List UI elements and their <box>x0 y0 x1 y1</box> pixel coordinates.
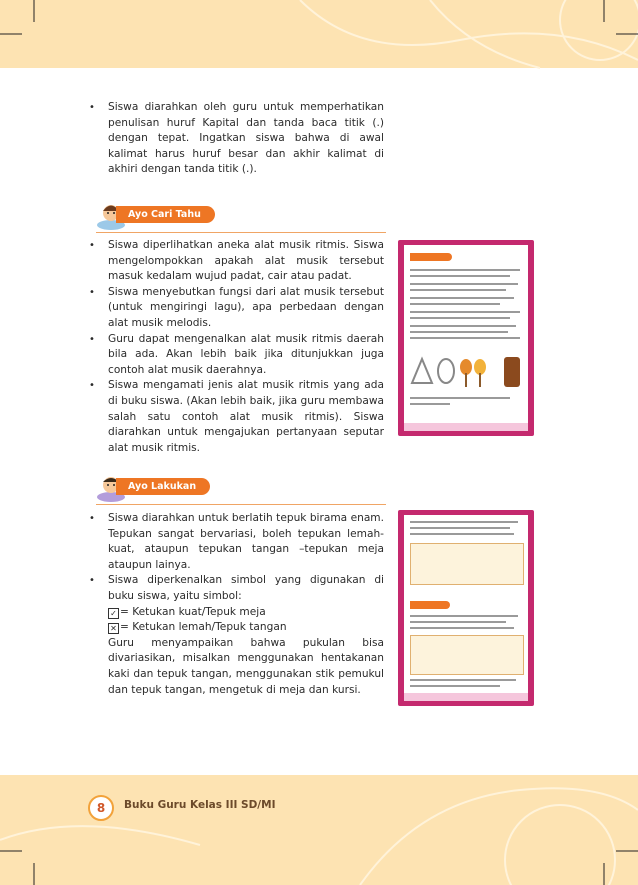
list-item: • Guru dapat mengenalkan alat musik ritmis daerah bila ada. Akan lebih baik jika ditunjukkan juga contoh alat musik daerahnya. <box>88 332 384 379</box>
list-item <box>88 573 384 698</box>
ayo-lakukan-section <box>88 511 384 698</box>
divider <box>96 232 386 233</box>
list-item-text: Guru menyampaikan bahwa pukulan bisa divariasikan, misalkan menggunakan hentakanan kaki dan tepuk tangan, menggunakan stik pemukul dan tepuk tangan, mengetuk di meja dan kursi. <box>108 636 384 696</box>
list-item-text: Siswa diperkenalkan simbol yang digunakan di buku siswa, yaitu simbol: <box>108 574 384 602</box>
thumbnail-table <box>410 543 524 585</box>
student-book-thumbnail-2 <box>398 510 534 706</box>
symbol-weak-text: = Ketukan lemah/Tepuk tangan <box>120 621 287 634</box>
intro-section <box>88 100 384 178</box>
divider <box>96 504 386 505</box>
thumbnail-tag <box>410 253 452 261</box>
symbol-weak-row <box>108 620 384 636</box>
book-title: Buku Guru Kelas III SD/MI <box>124 799 276 811</box>
checkbox-checked-icon: ✓ <box>108 608 119 619</box>
list-item: • Siswa diarahkan oleh guru untuk memperhatikan penulisan huruf Kapital dan tanda baca titik (.) dengan tepat. Ingatkan siswa bahwa di awal kalimat harus huruf besar dan akhir kalimat di akhiri dengan tanda titik (.). <box>88 100 384 178</box>
symbol-strong-text: = Ketukan kuat/Tepuk meja <box>120 605 266 618</box>
ayo-cari-tahu-section <box>88 238 384 456</box>
ayo-lakukan-label: Ayo Lakukan <box>116 478 210 495</box>
list-item: • Siswa menyebutkan fungsi dari alat musik tersebut (untuk mengiringi lagu), apa perbedaan dengan alat musik melodis. <box>88 285 384 332</box>
list-item: • Siswa diarahkan untuk berlatih tepuk birama enam. Tepukan sangat bervariasi, boleh tepukan lemah-kuat, ataupun tepukan tangan –tepukan meja ataupun lainya. <box>88 511 384 573</box>
symbol-strong-row <box>108 605 384 621</box>
checkbox-cross-icon: ✕ <box>108 623 119 634</box>
ayo-cari-tahu-label: Ayo Cari Tahu <box>116 206 215 223</box>
ayo-lakukan-header <box>96 472 396 500</box>
student-book-thumbnail-1 <box>398 240 534 436</box>
list-item: • Siswa diperlihatkan aneka alat musik ritmis. Siswa mengelompokkan apakah alat musik tersebut masuk kedalam wujud padat, cair atau padat. <box>88 238 384 285</box>
ayo-cari-tahu-header <box>96 200 396 228</box>
thumbnail-table <box>410 635 524 675</box>
list-item: • Siswa mengamati jenis alat musik ritmis yang ada di buku siswa. (Akan lebih baik, jika guru membawa salah satu contoh alat musik ritmis). Siswa diarahkan untuk mengajukan pertanyaan seputar alat musik ritmis. <box>88 378 384 456</box>
page-number: 8 <box>88 795 114 821</box>
rhythm-instruments-icon <box>408 353 524 389</box>
